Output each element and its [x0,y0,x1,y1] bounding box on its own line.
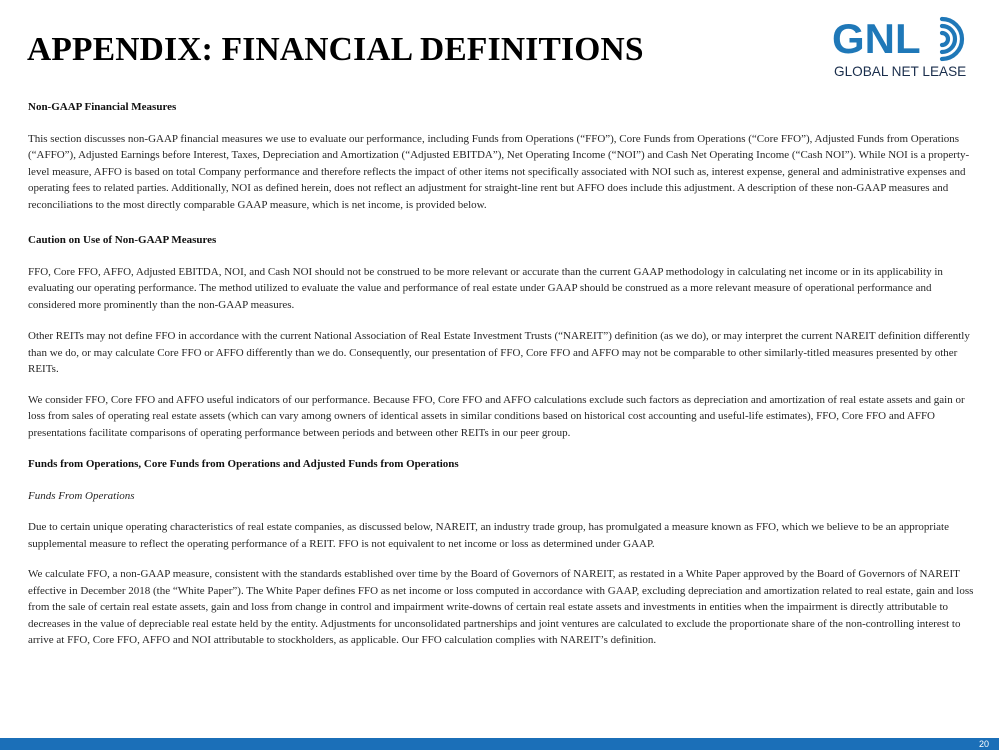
footer-bar [0,738,999,750]
section-heading-caution: Caution on Use of Non-GAAP Measures [28,234,217,246]
company-logo [832,14,982,84]
paragraph-caution-2: Other REITs may not define FFO in accordance with the current National Association of Real Estate Investment Trusts (“NAREIT”) definition (as we do), or may interpret the current NAREIT definition differently than we do, or may calculate Core FFO or AFFO differently than we do. Consequently, our presentation of FFO, Core FFO and AFFO may not be comparable to other similarly-titled measures presented by other REITs. [28,330,970,375]
paragraph-caution-3: We consider FFO, Core FFO and AFFO useful indicators of our performance. Because FFO, Core FFO and AFFO calculations exclude such factors as depreciation and amortization of real estate assets and gain or loss from sales of operating real estate assets (which can vary among owners of identical assets in similar conditions based on historical cost accounting and useful-life estimates), FFO, Core FFO and AFFO presentations facilitate comparisons of operating performance between periods and between other REITs in our peer group. [28,393,965,439]
swirl-logo-icon [936,16,976,62]
page-number: 20 [978,739,989,749]
logo-mark [832,14,921,64]
section-heading-ffo: Funds from Operations, Core Funds from Operations and Adjusted Funds from Operations [28,458,459,470]
logo-tagline: GLOBAL NET LEASE [834,64,967,79]
paragraph-caution-1: FFO, Core FFO, AFFO, Adjusted EBITDA, NOI, and Cash NOI should not be construed to be more relevant or accurate than the current GAAP methodology in calculating net income or in its applicability in evaluating our operating performance. The method utilized to evaluate the value and performance of real estate under GAAP should be construed as a more relevant measure of operational performance and considered more prominently than the non-GAAP measures. [28,265,943,311]
logo-wordmark: GNL [832,15,921,62]
paragraph-ffo-2: We calculate FFO, a non-GAAP measure, consistent with the standards established over time by the Board of Governors of NAREIT, as restated in a White Paper approved by the Board of Governors of NAREIT effective in December 2018 (the “White Paper”). The White Paper defines FFO as net income or loss computed in accordance with GAAP, excluding depreciation and amortization related to real estate, gain and loss from the sale of certain real estate assets, gain and loss from change in control and impairment write-downs of certain real estate assets and investments in entities when the impairment is directly attributable to decreases in the value of depreciable real estate held by the entity. Adjustments for unconsolidated partnerships and joint ventures are calculated to exclude the proportionate share of the non-controlling interest to arrive at FFO, Core FFO, AFFO and NOI attributable to stockholders, as applicable. Our FFO calculation complies with NAREIT’s definition. [28,568,974,646]
subheading-ffo: Funds From Operations [28,489,135,502]
slide-title: APPENDIX: FINANCIAL DEFINITIONS [27,31,644,68]
paragraph-non-gaap: This section discusses non-GAAP financial measures we use to evaluate our performance, including Funds from Operations (“FFO”), Core Funds from Operations (“Core FFO”), Adjusted Funds from Operations (“AFFO”), Adjusted Earnings before Interest, Taxes, Depreciation and Amortization (“Adjusted EBITDA”), Net Operating Income (“NOI”) and Cash Net Operating Income (“Cash NOI”). While NOI is a property-level measure, AFFO is based on total Company performance and therefore reflects the impact of other items not specifically associated with NOI such as, interest expense, general and administrative expenses and operating fees to related parties. Additionally, NOI as defined herein, does not reflect an adjustment for straight-line rent but AFFO does include this adjustment. A description of these non-GAAP measures and reconciliations to the most directly comparable GAAP measure, which is net income, is provided below. [28,132,970,211]
paragraph-ffo-1: Due to certain unique operating characteristics of real estate companies, as discussed below, NAREIT, an industry trade group, has promulgated a measure known as FFO, which we believe to be an appropriate supplemental measure to reflect the operating performance of a REIT. FFO is not equivalent to net income or loss as determined under GAAP. [28,521,949,550]
section-heading-non-gaap: Non-GAAP Financial Measures [28,101,177,113]
content-body [28,99,978,649]
